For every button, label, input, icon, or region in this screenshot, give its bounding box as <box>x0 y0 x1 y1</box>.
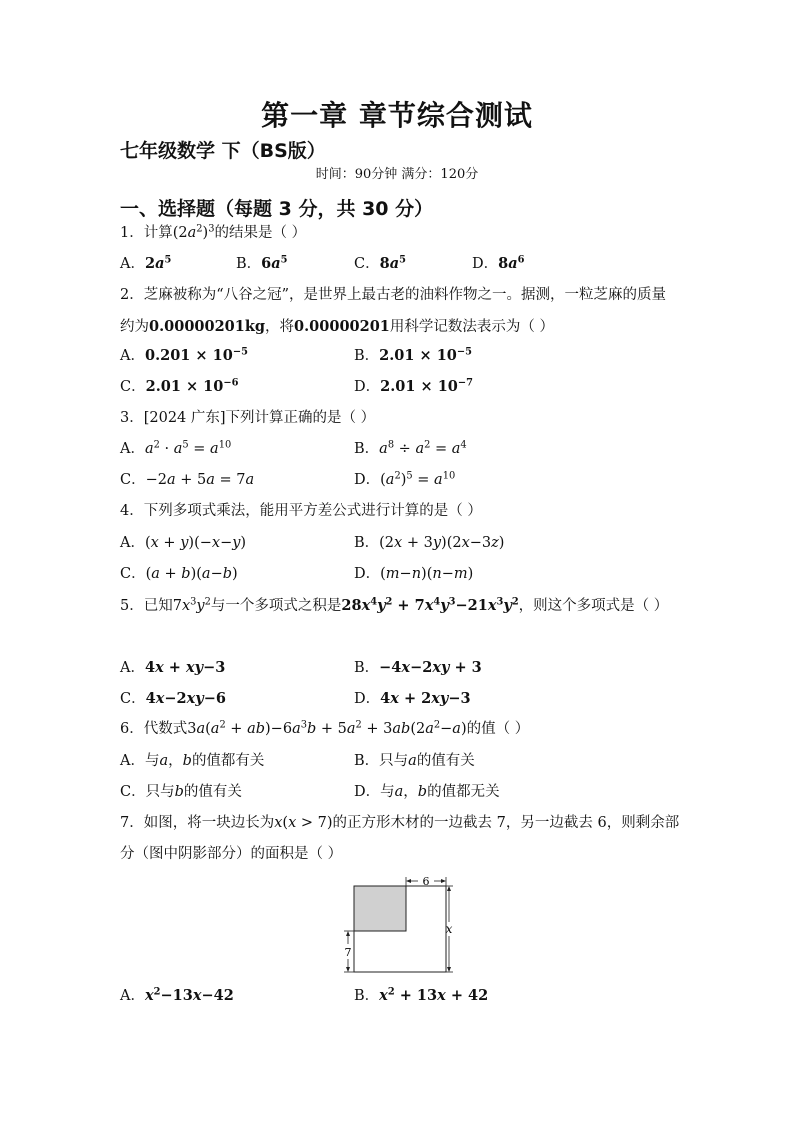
q4-option-d: D．(m−n)(n−m) <box>354 566 474 582</box>
q3-option-b: B．$a^8 \div a^2 = a^4$ <box>354 439 467 457</box>
question-7: 7．如图，将一块边长为x(x > 7)的正方形木材的一边截去 7，另一边截去 6，则剩余部分（图中阴影部分）的面积是（ ） <box>120 815 680 862</box>
q3-option-c: C．−2a + 5a = 7a <box>120 472 255 488</box>
question-5: 5．已知$7x^3y^2$与一个多项式之积是$28x^4y^2 + 7x^4y^3-21x^3y^2$，则这个多项式是（ ） <box>120 596 669 614</box>
q2-option-b: B．$2.01 \times 10^{-5}$ <box>354 346 473 364</box>
q1-option-c: C．$8a^5$ <box>354 254 406 272</box>
dimension-label-7: 7 <box>344 946 352 959</box>
q6-option-c: C．只与b的值有关 <box>120 784 242 800</box>
q3-option-d: D．$(a^2)^5 = a^{10}$ <box>354 470 456 488</box>
dimension-label-x: x <box>445 922 453 936</box>
q4-option-b: B．(2x + 3y)(2x−3z) <box>354 535 505 551</box>
q2-option-c: C．$2.01 \times 10^{-6}$ <box>120 377 239 395</box>
question-6: 6．代数式$3a(a^2 + ab)-6a^3b + 5a^2 + 3ab(2a^2-a)$的值（ ） <box>120 719 530 737</box>
section-heading: 一、选择题（每题 3 分，共 30 分） <box>120 198 434 220</box>
q7-option-a: A．$x^2-13x-42$ <box>120 986 234 1004</box>
q5-option-a: A．4x + xy−3 <box>120 659 226 676</box>
q5-option-c: C．4x−2xy−6 <box>120 690 226 707</box>
question-2: 2．芝麻被称为“八谷之冠”，是世界上最古老的油料作物之一。据测，一粒芝麻的质量约为0.00000201kg，将0.00000201用科学记数法表示为（ ） <box>120 287 667 335</box>
q1-option-b: B．$6a^5$ <box>236 254 288 272</box>
question-1: 1．计算$(2a^2)^3$的结果是（ ） <box>120 223 307 241</box>
q5-option-b: B．−4x−2xy + 3 <box>354 659 482 676</box>
question-4: 4．下列多项式乘法，能用平方差公式进行计算的是（ ） <box>120 503 482 519</box>
q6-option-b: B．只与a的值有关 <box>354 753 475 769</box>
q3-option-a: A．$a^2 \cdot a^5 = a^{10}$ <box>120 439 232 457</box>
q6-option-a: A．与a，b的值都有关 <box>120 753 265 769</box>
q5-option-d: D．4x + 2xy−3 <box>354 690 471 707</box>
q1-option-d: D．$8a^6$ <box>472 254 525 272</box>
q6-option-d: D．与a，b的值都无关 <box>354 784 500 800</box>
q4-option-a: A．(x + y)(−x−y) <box>120 535 247 551</box>
page-title: 第一章 章节综合测试 <box>261 99 533 132</box>
page-subtitle: 七年级数学 下（BS版） <box>120 140 326 162</box>
exam-meta: 时间：90分钟 满分：120分 <box>315 167 479 182</box>
q2-option-d: D．$2.01 \times 10^{-7}$ <box>354 377 473 395</box>
dimension-label-6: 6 <box>422 875 430 888</box>
q7-option-b: B．$x^2 + 13x + 42$ <box>354 986 489 1004</box>
q2-option-a: A．$0.201 \times 10^{-5}$ <box>120 346 248 364</box>
question-3: 3．[2024 广东]下列计算正确的是（ ） <box>120 410 376 426</box>
q1-option-a: A．$2a^5$ <box>120 254 172 272</box>
square-cut-diagram <box>340 872 460 982</box>
q4-option-c: C．(a + b)(a−b) <box>120 566 238 582</box>
shaded-region <box>354 886 406 931</box>
